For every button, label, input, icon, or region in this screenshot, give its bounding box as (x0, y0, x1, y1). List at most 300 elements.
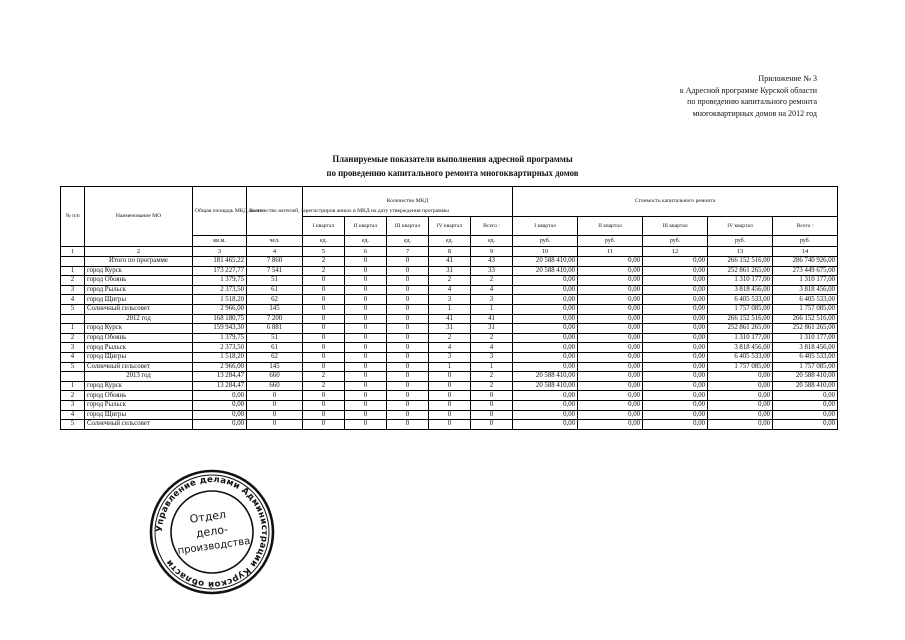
table-cell: 33 (471, 266, 513, 276)
table-cell: 4 (61, 410, 85, 420)
table-cell: 1 757 085,00 (708, 362, 773, 372)
table-cell: 0 (387, 400, 429, 410)
table-cell: 0 (387, 372, 429, 382)
table-row (61, 285, 838, 295)
table-cell: 0 (429, 391, 471, 401)
table-cell: 0 (387, 352, 429, 362)
table-cell: 0 (345, 276, 387, 286)
table-cell: 0,00 (193, 400, 247, 410)
table-cell: 660 (247, 372, 303, 382)
unit-cost-q4: руб. (708, 236, 773, 247)
unit-area: кв.м. (193, 236, 247, 247)
table-cell: 0 (387, 333, 429, 343)
table-cell: 2 (429, 276, 471, 286)
table-cell: 0 (345, 381, 387, 391)
column-number-row (61, 247, 838, 257)
table-cell: 0 (387, 420, 429, 430)
table-cell: 1 (61, 266, 85, 276)
table-cell: 0,00 (578, 391, 643, 401)
table-cell: 0 (303, 333, 345, 343)
table-row (61, 362, 838, 372)
table-cell: 0,00 (578, 304, 643, 314)
table-cell: 1 379,75 (193, 276, 247, 286)
stamp-ring-text: Управление делами Администрации Курской области (154, 474, 270, 590)
table-row (61, 295, 838, 305)
unit-people: чел. (247, 236, 303, 247)
col-number: 14 (773, 247, 838, 257)
table-cell: 2 966,00 (193, 362, 247, 372)
header-residents: Количество жителей, зарегистриров анных в МКД на дату утверждения программы (247, 187, 303, 236)
appendix-line-2: к Адресной программе Курской области (679, 85, 817, 95)
table-cell: 2 (61, 276, 85, 286)
table-cell: Солнечный сельсовет (85, 420, 193, 430)
table-cell: 31 (471, 324, 513, 334)
table-cell: 0,00 (708, 410, 773, 420)
header-cost-q3: III квартал (643, 217, 708, 236)
table-cell: 5 (61, 420, 85, 430)
table-cell: 0,00 (578, 257, 643, 267)
header-cost-q4: IV квартал (708, 217, 773, 236)
col-number: 5 (303, 247, 345, 257)
table-cell: 0 (387, 381, 429, 391)
table-cell: 0 (303, 391, 345, 401)
table-cell (61, 314, 85, 324)
table-cell: 1 518,20 (193, 352, 247, 362)
col-number: 10 (513, 247, 578, 257)
col-number: 13 (708, 247, 773, 257)
table-cell: 0,00 (643, 352, 708, 362)
document-title (36, 153, 869, 181)
table-body (61, 257, 838, 430)
title-line-2: по проведению капитального ремонта многоквартирных домов (326, 169, 579, 179)
office-stamp (148, 468, 276, 596)
table-cell: 0,00 (578, 400, 643, 410)
table-cell: 2 (61, 333, 85, 343)
table-cell: 0 (471, 410, 513, 420)
table-row (61, 410, 838, 420)
table-cell: 0,00 (643, 372, 708, 382)
title-line-1: Планируемые показатели выполнения адресной программы (332, 155, 573, 165)
table-cell: 0 (387, 276, 429, 286)
table-cell: 0,00 (193, 391, 247, 401)
table-cell: 273 449 675,00 (773, 266, 838, 276)
table-cell: 0,00 (643, 410, 708, 420)
header-mkd-total: Всего : (471, 217, 513, 236)
table-cell: 0,00 (513, 420, 578, 430)
table-cell: 51 (247, 276, 303, 286)
table-row (61, 420, 838, 430)
table-cell: 3 818 456,00 (708, 343, 773, 353)
table-cell: 61 (247, 285, 303, 295)
table-cell (61, 257, 85, 267)
table-cell: 2 (471, 381, 513, 391)
table-cell: 3 (429, 352, 471, 362)
header-cost-q1: I квартал (513, 217, 578, 236)
unit-cost-q3: руб. (643, 236, 708, 247)
table-subtotal-row (61, 372, 838, 382)
col-number: 1 (61, 247, 85, 257)
table-cell: 1 (429, 362, 471, 372)
table-cell: 0,00 (578, 410, 643, 420)
table-cell: 3 (471, 295, 513, 305)
table-cell: 0,00 (773, 391, 838, 401)
table-cell: 0 (303, 295, 345, 305)
unit-mkd-q2: ед. (345, 236, 387, 247)
table-cell: город Щигры (85, 410, 193, 420)
table-cell: 0,00 (578, 314, 643, 324)
table-cell: 2012 год (85, 314, 193, 324)
table-cell: 0,00 (513, 314, 578, 324)
table-cell: 252 861 265,00 (708, 324, 773, 334)
table-cell: 0,00 (643, 276, 708, 286)
table-cell: 0 (345, 372, 387, 382)
table-cell: 1 757 085,00 (773, 304, 838, 314)
table-subtotal-row (61, 257, 838, 267)
table-cell: 0,00 (578, 381, 643, 391)
table-cell: 266 152 516,00 (708, 314, 773, 324)
table-cell: 0,00 (513, 285, 578, 295)
table-cell: 41 (429, 257, 471, 267)
table-cell: 3 818 456,00 (708, 285, 773, 295)
table-cell: 2 (471, 276, 513, 286)
table-cell: 0,00 (578, 276, 643, 286)
table-cell: 0 (345, 257, 387, 267)
table-cell: 0 (303, 324, 345, 334)
table-cell: 0 (345, 333, 387, 343)
table-cell: 7 200 (247, 314, 303, 324)
table-cell: 0 (429, 420, 471, 430)
table-cell: 1 (471, 362, 513, 372)
table-cell: 0 (387, 285, 429, 295)
table-row (61, 400, 838, 410)
table-cell: 3 (61, 343, 85, 353)
table-cell: город Курск (85, 381, 193, 391)
col-number: 3 (193, 247, 247, 257)
unit-cost-q1: руб. (513, 236, 578, 247)
header-mkd-q1: I квартал (303, 217, 345, 236)
table-row (61, 343, 838, 353)
table-cell: 3 (61, 400, 85, 410)
unit-cost-q2: руб. (578, 236, 643, 247)
table-cell: 0 (247, 410, 303, 420)
table-cell: 0,00 (643, 285, 708, 295)
unit-cost-total: руб. (773, 236, 838, 247)
stamp-center-line-3: производства (177, 535, 251, 557)
table-cell: 0,00 (708, 400, 773, 410)
table-cell: 2 966,00 (193, 304, 247, 314)
table-cell: 0,00 (578, 352, 643, 362)
table-cell: 2 (303, 257, 345, 267)
table-cell: 4 (471, 285, 513, 295)
table-cell: 62 (247, 295, 303, 305)
table-cell: 0,00 (513, 352, 578, 362)
table-cell: 0 (345, 304, 387, 314)
table-cell: 5 (61, 362, 85, 372)
header-num: № п/п (61, 187, 85, 247)
table-cell: 13 284,47 (193, 381, 247, 391)
table-row (61, 304, 838, 314)
table-cell: город Курск (85, 324, 193, 334)
unit-mkd-q4: ед. (429, 236, 471, 247)
table-cell: 0 (429, 400, 471, 410)
table-cell: 0,00 (773, 400, 838, 410)
unit-mkd-q3: ед. (387, 236, 429, 247)
unit-mkd-total: ед. (471, 236, 513, 247)
table-cell: 0,00 (578, 343, 643, 353)
table-cell: 0,00 (578, 324, 643, 334)
table-row (61, 381, 838, 391)
table-cell: 181 465,22 (193, 257, 247, 267)
table-cell: 0 (303, 304, 345, 314)
table-cell: город Обоянь (85, 391, 193, 401)
table-cell: 0,00 (773, 420, 838, 430)
table-cell: 1 518,20 (193, 295, 247, 305)
table-cell: 0,00 (643, 257, 708, 267)
table-cell: 3 (429, 295, 471, 305)
table-cell: 20 588 410,00 (773, 372, 838, 382)
table-cell: 0,00 (643, 391, 708, 401)
table-cell: 0 (471, 420, 513, 430)
table-cell: город Обоянь (85, 276, 193, 286)
table-cell: 6 881 (247, 324, 303, 334)
table-cell: 0 (303, 352, 345, 362)
table-cell: 20 588 410,00 (513, 381, 578, 391)
table-cell: 2 (61, 391, 85, 401)
table-cell: 0 (345, 400, 387, 410)
table-cell: 0 (387, 343, 429, 353)
table-cell: 0,00 (708, 391, 773, 401)
table-cell: 61 (247, 343, 303, 353)
header-mkd-q3: III квартал (387, 217, 429, 236)
table-cell: 252 861 265,00 (773, 324, 838, 334)
table-cell: 1 310 177,00 (708, 276, 773, 286)
table-cell: 0,00 (578, 295, 643, 305)
stamp-center-line-1: Отдел (188, 507, 227, 526)
table-cell: 41 (429, 314, 471, 324)
table-cell: 0,00 (578, 266, 643, 276)
table-cell: 6 405 533,00 (708, 352, 773, 362)
table-cell: 0,00 (513, 333, 578, 343)
table-cell: 0,00 (643, 362, 708, 372)
table-cell: 20 588 410,00 (773, 381, 838, 391)
table-cell: 0,00 (643, 295, 708, 305)
table-cell: Солнечный сельсовет (85, 304, 193, 314)
table-cell: 0 (429, 381, 471, 391)
col-number: 2 (85, 247, 193, 257)
table-row (61, 276, 838, 286)
table-cell: 0 (345, 285, 387, 295)
table-cell: 0 (387, 304, 429, 314)
table-cell: 0 (345, 391, 387, 401)
unit-mkd-q1: ед. (303, 236, 345, 247)
table-cell: 286 740 926,00 (773, 257, 838, 267)
table-cell: город Курск (85, 266, 193, 276)
table-cell: город Щигры (85, 295, 193, 305)
header-mkd-q2: II квартал (345, 217, 387, 236)
table-cell: 2013 год (85, 372, 193, 382)
table-cell: город Рыльск (85, 343, 193, 353)
table-cell: 0 (247, 391, 303, 401)
col-number: 11 (578, 247, 643, 257)
header-cost-total: Всего : (773, 217, 838, 236)
table-cell: город Обоянь (85, 333, 193, 343)
appendix-line-3: по проведению капитального ремонта (687, 97, 817, 106)
table-cell: 0 (345, 362, 387, 372)
stamp-center-line-2: дело- (195, 522, 229, 541)
table-cell: 6 405 533,00 (773, 352, 838, 362)
table-row (61, 324, 838, 334)
program-table (60, 186, 838, 430)
table-cell: 20 588 410,00 (513, 372, 578, 382)
table-cell: 0 (471, 400, 513, 410)
table-cell: 2 (471, 372, 513, 382)
appendix-note (577, 73, 817, 119)
table-cell: 266 152 516,00 (708, 257, 773, 267)
table-cell: 0 (345, 352, 387, 362)
table-cell: 31 (429, 266, 471, 276)
table-cell: 0,00 (513, 343, 578, 353)
table-cell: 0,00 (643, 314, 708, 324)
table-cell: 2 (303, 372, 345, 382)
table-cell: город Рыльск (85, 285, 193, 295)
table-cell: 4 (471, 343, 513, 353)
table-cell: 0 (303, 362, 345, 372)
table-cell: 43 (471, 257, 513, 267)
table-cell: 0 (471, 391, 513, 401)
appendix-line-4: многоквартирных домов на 2012 год (692, 108, 817, 118)
table-cell: 0 (345, 295, 387, 305)
table-cell: 0,00 (578, 372, 643, 382)
table-cell: 0,00 (513, 276, 578, 286)
table-cell: 3 (471, 352, 513, 362)
table-cell: 1 757 085,00 (773, 362, 838, 372)
table-cell: 0,00 (643, 266, 708, 276)
table-cell: 168 180,75 (193, 314, 247, 324)
table-cell: 3 818 456,00 (773, 343, 838, 353)
table-cell: 0 (303, 276, 345, 286)
table-cell: 0,00 (513, 400, 578, 410)
header-mkd-count: Количество МКД (303, 187, 513, 217)
table-cell: 3 (61, 285, 85, 295)
col-number: 6 (345, 247, 387, 257)
table-cell: 0 (303, 285, 345, 295)
table-cell: 159 943,30 (193, 324, 247, 334)
table-cell: 0,00 (708, 381, 773, 391)
table-cell: 145 (247, 362, 303, 372)
table-cell: 1 (471, 304, 513, 314)
table-cell: 7 541 (247, 266, 303, 276)
table-cell: город Рыльск (85, 400, 193, 410)
table-cell: 0,00 (513, 410, 578, 420)
table-cell: 62 (247, 352, 303, 362)
table-cell: 0,00 (643, 304, 708, 314)
table-cell: 0,00 (643, 333, 708, 343)
table-cell: 660 (247, 381, 303, 391)
table-row (61, 266, 838, 276)
table-cell: 4 (61, 295, 85, 305)
table-cell: 0,00 (708, 420, 773, 430)
col-number: 12 (643, 247, 708, 257)
table-cell: 51 (247, 333, 303, 343)
table-cell: 0 (387, 257, 429, 267)
table-subtotal-row (61, 314, 838, 324)
col-number: 9 (471, 247, 513, 257)
table-cell: 3 818 456,00 (773, 285, 838, 295)
header-area: Общая площадь МКД, всего (193, 187, 247, 236)
table-cell: 13 284,47 (193, 372, 247, 382)
col-number: 7 (387, 247, 429, 257)
table-cell: 0 (387, 324, 429, 334)
table-cell: 0,00 (643, 343, 708, 353)
table-cell: 5 (61, 304, 85, 314)
table-cell: 1 310 177,00 (773, 333, 838, 343)
table-cell: 4 (429, 343, 471, 353)
table-cell: 0 (387, 266, 429, 276)
table-cell: 0 (429, 372, 471, 382)
table-cell: 0 (387, 410, 429, 420)
header-cost-q2: II квартал (578, 217, 643, 236)
table-cell: 1 (429, 304, 471, 314)
table-row (61, 333, 838, 343)
table-cell: 0 (303, 314, 345, 324)
table-cell: 0 (387, 295, 429, 305)
table-row (61, 391, 838, 401)
table-cell: 0,00 (193, 410, 247, 420)
table-cell: 1 379,75 (193, 333, 247, 343)
table-cell: 0 (387, 362, 429, 372)
table-cell: 0,00 (578, 333, 643, 343)
table-cell: 0 (303, 420, 345, 430)
table-cell: 0 (387, 314, 429, 324)
table-cell: Солнечный сельсовет (85, 362, 193, 372)
table-cell: 2 (471, 333, 513, 343)
table-cell: 2 (303, 266, 345, 276)
table-cell: 20 588 410,00 (513, 257, 578, 267)
table-cell: 1 (61, 324, 85, 334)
table-cell: 0,00 (513, 295, 578, 305)
table-cell: 0,00 (513, 324, 578, 334)
header-cost: Стоимость капитального ремонта (513, 187, 838, 217)
table-cell: 6 405 533,00 (708, 295, 773, 305)
table-cell: 0 (303, 343, 345, 353)
table-cell: 0 (387, 391, 429, 401)
table-cell: 0 (303, 410, 345, 420)
table-cell: 0 (303, 400, 345, 410)
table-cell: 0 (247, 420, 303, 430)
col-number: 8 (429, 247, 471, 257)
table-cell: 0 (247, 400, 303, 410)
table-cell: 4 (429, 285, 471, 295)
table-cell: 4 (61, 352, 85, 362)
table-cell: 0,00 (773, 410, 838, 420)
table-cell: город Щигры (85, 352, 193, 362)
table-cell: 2 373,50 (193, 285, 247, 295)
table-cell: 0 (345, 324, 387, 334)
table-cell: 1 310 177,00 (773, 276, 838, 286)
table-row (61, 352, 838, 362)
table-cell: 145 (247, 304, 303, 314)
header-mkd-q4: IV квартал (429, 217, 471, 236)
table-cell: 0 (345, 420, 387, 430)
table-cell (61, 372, 85, 382)
table-cell: 0 (429, 410, 471, 420)
table-cell: 0,00 (578, 420, 643, 430)
table-cell: 41 (471, 314, 513, 324)
table-cell: 1 757 085,00 (708, 304, 773, 314)
table-cell: 0,00 (643, 324, 708, 334)
table-cell: 2 (429, 333, 471, 343)
appendix-line-1: Приложение № 3 (758, 74, 817, 83)
